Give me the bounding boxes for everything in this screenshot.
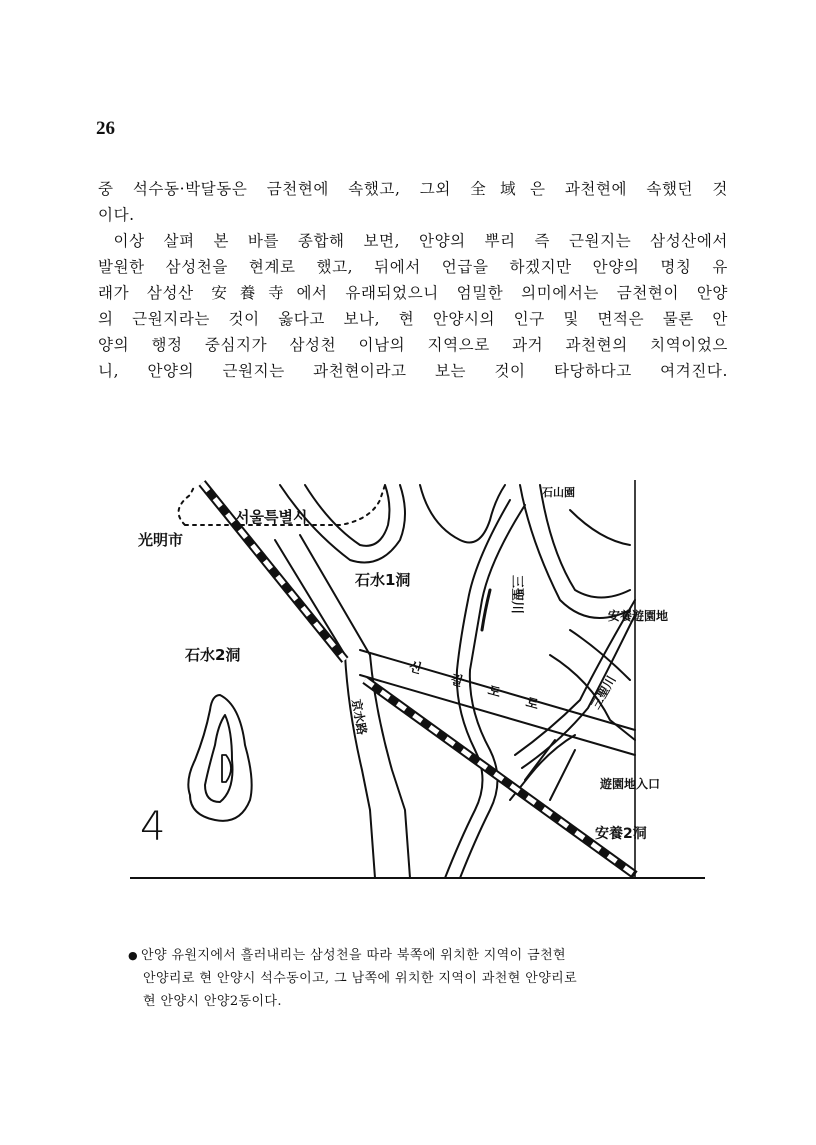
body-text <box>98 176 728 384</box>
road-edge <box>525 740 555 780</box>
text-line: 발원한 삼성천을 현계로 했고, 뒤에서 언급을 하겠지만 안양의 명칭 유 <box>98 258 728 276</box>
contour-line <box>305 485 389 546</box>
text-line: 이상 살펴 본 바를 종합해 보면, 안양의 뿌리 즉 근원지는 삼성산에서 <box>113 232 728 250</box>
page-number: 26 <box>96 118 115 139</box>
label-resort-entrance: 遊園地入口 <box>600 777 661 791</box>
caption-line: 안양리로 현 안양시 석수동이고, 그 남쪽에 위치한 지역이 과천현 안양리로 <box>143 971 578 986</box>
caption-text: 안양 유원지에서 흘러내리는 삼성천을 따라 북쪽에 위치한 지역이 금천현 <box>141 948 566 963</box>
road-edge <box>275 540 345 655</box>
hill-peak <box>222 755 231 782</box>
label-samseong-stream-lower: 三聖川 <box>588 673 619 712</box>
text-line: 중 석수동·박달동은 금천현에 속했고, 그외 全域은 과천현에 속했던 것 <box>98 180 728 198</box>
railway-ties <box>365 680 635 875</box>
label-seoul: 서울특별시 <box>235 508 308 526</box>
label-road-char: 갈 <box>448 672 466 691</box>
stream-bank <box>515 600 635 755</box>
stream-bank <box>522 615 635 768</box>
paragraph-2 <box>98 228 728 384</box>
road-edge <box>550 750 575 800</box>
paragraph-1 <box>98 176 728 228</box>
caption-line <box>128 944 718 967</box>
caption-line: 현 안양시 안양2동이다. <box>143 994 282 1009</box>
text-line: 니, 안양의 근원지는 과천현이라고 보는 것이 타당하다고 여겨진다. <box>98 362 728 380</box>
map-svg <box>130 480 705 880</box>
text-line: 양의 행정 중심지가 삼성천 이남의 지역으로 과거 과천현의 치역이었으 <box>98 336 728 354</box>
label-gwangmyeong: 光明市 <box>138 531 184 549</box>
label-samseong-stream: 三聖川 <box>509 575 524 615</box>
contour-line <box>570 630 630 680</box>
text-line: 이다. <box>98 206 135 224</box>
contour-line <box>520 485 630 618</box>
hand-drawn-map <box>130 480 705 880</box>
label-seoksu1: 石水1洞 <box>355 571 411 589</box>
label-seoksu2: 石水2洞 <box>185 646 241 664</box>
label-anyang2: 安養2洞 <box>595 826 647 842</box>
label-road-char: 신 <box>406 659 424 678</box>
contour-line <box>570 510 630 545</box>
label-road-vertical: 京水路 <box>349 698 370 736</box>
text-line: 래가 삼성산 安養寺에서 유래되었으니 엄밀한 의미에서는 금천현이 안양 <box>98 284 728 302</box>
railway-lower <box>365 680 635 875</box>
figure-caption <box>128 944 718 1013</box>
label-road-char: 도 <box>485 683 503 702</box>
text-line: 의 근원지라는 것이 옳다고 보나, 현 안양시의 인구 및 면적은 물론 안 <box>98 310 728 328</box>
label-anyang-resort: 安養遊園地 <box>608 609 669 623</box>
label-samseongsan-area: 石山園 <box>542 486 575 499</box>
label-road-char: 로 <box>523 695 541 714</box>
bullet-icon: ● <box>128 949 138 962</box>
label-number-4: 4 <box>140 804 166 850</box>
